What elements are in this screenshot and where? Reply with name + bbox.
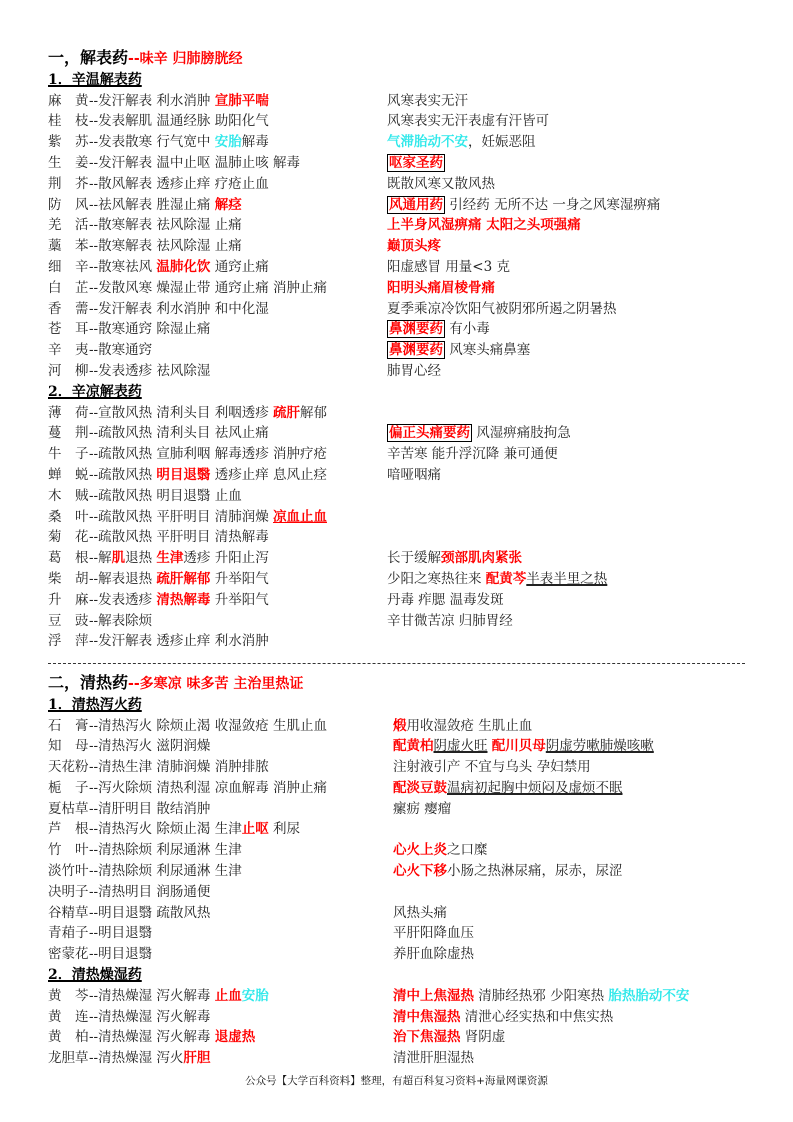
herb-name: 香 薷 bbox=[48, 300, 89, 317]
herb-row bbox=[48, 1048, 748, 1069]
text-segment: --解 bbox=[89, 550, 112, 567]
text-segment: 风热头痛 bbox=[393, 904, 447, 921]
herb-effects bbox=[89, 840, 393, 861]
herb-name: 牛 子 bbox=[48, 446, 89, 463]
herb-notes bbox=[387, 361, 441, 382]
highlight-red: 治下焦湿热 bbox=[393, 1029, 461, 1046]
subsection-heading: 1．辛温解表药 bbox=[48, 71, 142, 88]
herb-name: 天花粉 bbox=[48, 759, 89, 776]
herb-row bbox=[48, 444, 748, 465]
herb-notes bbox=[387, 174, 495, 195]
highlight-red: 止血 bbox=[214, 987, 242, 1004]
herb-effects bbox=[89, 403, 387, 424]
herb-row bbox=[48, 757, 748, 778]
herb-row bbox=[48, 840, 748, 861]
herb-effects bbox=[89, 91, 387, 112]
section-1 bbox=[48, 48, 748, 652]
highlight-red: 配黄芩 bbox=[485, 570, 527, 587]
section-separator: -- bbox=[128, 675, 140, 692]
herb-notes bbox=[393, 986, 689, 1007]
text-segment: 平肝阳降血压 bbox=[393, 925, 474, 942]
herb-notes bbox=[393, 944, 474, 965]
herb-notes bbox=[387, 132, 536, 153]
highlight-red: 阳明头痛眉棱骨痛 bbox=[387, 279, 495, 296]
text-segment: --散寒通窍 除湿止痛 bbox=[89, 321, 211, 338]
text-segment: 升举阳气 bbox=[210, 570, 269, 587]
herb-name: 蝉 蜕 bbox=[48, 466, 89, 483]
herb-row bbox=[48, 548, 748, 569]
text-segment: --清热除烦 利尿通淋 生津 bbox=[89, 842, 242, 859]
highlight-red: 清中上焦湿热 bbox=[393, 987, 474, 1004]
text-segment: 通窍止痛 bbox=[210, 258, 269, 275]
herb-row bbox=[48, 153, 748, 174]
text-segment: 既散风寒又散风热 bbox=[387, 175, 495, 192]
herb-row bbox=[48, 631, 748, 652]
herb-row bbox=[48, 1027, 748, 1048]
herb-effects bbox=[89, 569, 387, 590]
text-segment: 注射液引产 不宜与乌头 孕妇禁用 bbox=[393, 759, 591, 776]
herb-row bbox=[48, 111, 748, 132]
herb-notes bbox=[387, 236, 441, 257]
text-segment: --疏散风热 bbox=[89, 466, 157, 483]
herb-name: 升 麻 bbox=[48, 591, 89, 608]
footer-note: 公众号【大学百科资料】整理，有超百科复习资料+海量网课资源 bbox=[245, 1075, 548, 1087]
text-segment: --清热燥湿 泻火解毒 bbox=[89, 1008, 211, 1025]
herb-effects bbox=[89, 319, 387, 340]
herb-row bbox=[48, 799, 748, 820]
herb-notes bbox=[387, 299, 617, 320]
text-segment: --明目退翳 疏散风热 bbox=[89, 904, 211, 921]
herb-name: 蔓 荆 bbox=[48, 425, 89, 442]
herb-effects bbox=[89, 423, 387, 444]
herb-row bbox=[48, 195, 748, 216]
herb-name: 羌 活 bbox=[48, 217, 89, 234]
text-segment: --明目退翳 bbox=[89, 925, 153, 942]
text-segment: 退热 bbox=[125, 550, 157, 567]
herb-name: 浮 萍 bbox=[48, 633, 89, 650]
text-segment: 之口糜 bbox=[447, 842, 488, 859]
highlight-red: 心火下移 bbox=[393, 863, 447, 880]
herb-notes bbox=[393, 1048, 474, 1069]
text-segment: 升举阳气 bbox=[210, 591, 269, 608]
herb-name: 菊 花 bbox=[48, 529, 89, 546]
herb-name: 细 辛 bbox=[48, 258, 89, 275]
text-segment: --散寒解表 祛风除湿 止痛 bbox=[89, 217, 242, 234]
subsection-heading: 2．辛凉解表药 bbox=[48, 383, 142, 400]
herb-effects bbox=[89, 340, 387, 361]
text-segment: --发散风寒 燥湿止带 通窍止痛 消肿止痛 bbox=[89, 279, 327, 296]
text-segment: --解表退热 bbox=[89, 570, 157, 587]
document-page bbox=[48, 48, 748, 1069]
herb-row bbox=[48, 716, 748, 737]
text-segment: --清热明目 润肠通便 bbox=[89, 883, 211, 900]
highlight-cyan: 安胎 bbox=[241, 987, 269, 1004]
highlight-red: 颈部肌肉紧张 bbox=[441, 550, 522, 567]
herb-name: 黄 柏 bbox=[48, 1029, 89, 1046]
herb-row bbox=[48, 778, 748, 799]
herb-effects bbox=[89, 923, 393, 944]
text-segment: --发表透疹 祛风除湿 bbox=[89, 362, 211, 379]
highlight-red: 温肺化饮 bbox=[156, 258, 211, 275]
herb-effects bbox=[89, 590, 387, 611]
herb-name: 青葙子 bbox=[48, 925, 89, 942]
herb-notes bbox=[387, 569, 607, 590]
highlight-red-underlined: 凉血止血 bbox=[273, 508, 327, 525]
text-segment: 丹毒 痄腮 温毒发斑 bbox=[387, 591, 504, 608]
underlined-note: 阴虚劳嗽肺燥咳嗽 bbox=[545, 738, 654, 755]
highlight-cyan: 安胎 bbox=[214, 134, 242, 151]
herb-effects bbox=[89, 716, 393, 737]
herb-effects bbox=[89, 507, 387, 528]
text-segment: 清泄心经实热和中焦实热 bbox=[460, 1008, 614, 1025]
section-heading bbox=[48, 673, 748, 695]
herb-name: 淡竹叶 bbox=[48, 863, 89, 880]
herb-name: 生 姜 bbox=[48, 154, 89, 171]
text-segment: 清肺经热邪 少阳寒热 bbox=[474, 987, 609, 1004]
herb-effects bbox=[89, 1048, 393, 1069]
herb-notes bbox=[393, 716, 532, 737]
text-segment: --疏散风热 平肝明目 清肺润燥 bbox=[89, 508, 273, 525]
herb-effects bbox=[89, 1007, 393, 1028]
highlight-red: 明目退翳 bbox=[156, 466, 211, 483]
herb-notes bbox=[387, 590, 504, 611]
text-segment: 少阳之寒热往来 bbox=[387, 570, 486, 587]
herb-name: 白 芷 bbox=[48, 279, 89, 296]
herb-effects bbox=[89, 174, 387, 195]
herb-effects bbox=[89, 882, 393, 903]
herb-name: 柴 胡 bbox=[48, 570, 89, 587]
text-segment: 阳虚感冒 用量<3 克 bbox=[387, 258, 510, 275]
herb-name: 木 贼 bbox=[48, 487, 89, 504]
highlight-red: 上半身风湿痹痛 太阳之头项强痛 bbox=[387, 217, 581, 234]
herb-effects bbox=[89, 819, 393, 840]
highlight-red: 生津 bbox=[156, 550, 184, 567]
text-segment: 辛苦寒 能升浮沉降 兼可通便 bbox=[387, 446, 558, 463]
boxed-key-note: 鼻渊要药 bbox=[389, 342, 443, 359]
herb-effects bbox=[89, 986, 393, 1007]
text-segment: --清肝明目 散结消肿 bbox=[89, 800, 211, 817]
herb-row bbox=[48, 736, 748, 757]
text-segment: --清热泻火 除烦止渴 生津 bbox=[89, 821, 242, 838]
text-segment: --清热燥湿 泻火 bbox=[89, 1050, 184, 1067]
section-title: 一，解表药 bbox=[48, 48, 129, 67]
herb-notes bbox=[387, 195, 660, 216]
highlight-red: 巅顶头疼 bbox=[387, 238, 441, 255]
text-segment: --散风解表 透疹止痒 疗疮止血 bbox=[89, 175, 269, 192]
section-separator: -- bbox=[128, 51, 140, 67]
highlight-red: 煅 bbox=[393, 717, 407, 734]
boxed-key-note: 呕家圣药 bbox=[389, 154, 443, 171]
text-segment: 利尿 bbox=[268, 821, 301, 838]
herb-row bbox=[48, 986, 748, 1007]
text-segment: ，妊娠恶阻 bbox=[468, 134, 536, 151]
herb-row bbox=[48, 361, 748, 382]
underlined-note: 温病初起胸中烦闷及虚烦不眠 bbox=[447, 779, 623, 796]
highlight-cyan: 气滞胎动不安 bbox=[387, 134, 468, 151]
herb-name: 夏枯草 bbox=[48, 800, 89, 817]
text-segment: --发汗解表 温中止呕 温肺止咳 解毒 bbox=[89, 154, 300, 171]
highlight-red: 宣肺平喘 bbox=[214, 92, 269, 109]
text-segment: --清热泻火 滋阴润燥 bbox=[89, 738, 211, 755]
herb-effects bbox=[89, 757, 393, 778]
text-segment: 养肝血除虚热 bbox=[393, 946, 474, 963]
text-segment: --发汗解表 利水消肿 和中化湿 bbox=[89, 300, 269, 317]
herb-name: 桂 枝 bbox=[48, 113, 89, 130]
herb-row bbox=[48, 944, 748, 965]
herb-effects bbox=[89, 236, 387, 257]
herb-effects bbox=[89, 465, 387, 486]
highlight-red: 疏肝 bbox=[273, 404, 300, 421]
text-segment: --祛风解表 胜湿止痛 bbox=[89, 196, 215, 213]
herb-name: 豆 豉 bbox=[48, 612, 89, 629]
herb-effects bbox=[89, 486, 387, 507]
text-segment: 风寒表实无汗 bbox=[387, 92, 468, 109]
herb-name: 麻 黄 bbox=[48, 92, 89, 109]
herb-row bbox=[48, 423, 748, 444]
text-segment: --发表透疹 bbox=[89, 591, 157, 608]
section-note: 味辛 归肺膀胱经 bbox=[139, 51, 243, 67]
text-segment: --散寒通窍 bbox=[89, 342, 153, 359]
text-segment: 瘰疬 瘿瘤 bbox=[393, 800, 452, 817]
herb-notes bbox=[387, 444, 558, 465]
text-segment: 解毒 bbox=[241, 134, 269, 151]
text-segment: --发表散寒 行气宽中 bbox=[89, 134, 215, 151]
text-segment: --解表除烦 bbox=[89, 612, 153, 629]
text-segment: --清热除烦 利尿通淋 生津 bbox=[89, 863, 242, 880]
herb-effects bbox=[89, 799, 393, 820]
boxed-key-note: 风通用药 bbox=[389, 196, 443, 213]
highlight-red: 肌 bbox=[111, 550, 126, 567]
herb-effects bbox=[89, 944, 393, 965]
herb-row bbox=[48, 486, 748, 507]
herb-effects bbox=[89, 631, 387, 652]
section-title: 二，清热药 bbox=[48, 672, 129, 692]
section-note: 多寒凉 味多苦 主治里热证 bbox=[139, 675, 304, 692]
herb-effects bbox=[89, 903, 393, 924]
text-segment: --清热燥湿 泻火解毒 bbox=[89, 987, 215, 1004]
herb-name: 藁 苯 bbox=[48, 238, 89, 255]
herb-notes bbox=[393, 1027, 505, 1048]
text-segment: --明目退翳 bbox=[89, 946, 153, 963]
herb-row bbox=[48, 527, 748, 548]
herb-notes bbox=[393, 736, 654, 757]
herb-effects bbox=[89, 361, 387, 382]
text-segment: 有小毒 bbox=[445, 321, 490, 338]
text-segment: --疏散风热 宣肺利咽 解毒透疹 消肿疗疮 bbox=[89, 446, 327, 463]
herb-row bbox=[48, 590, 748, 611]
herb-name: 石 膏 bbox=[48, 717, 89, 734]
subsection-heading: 1．清热泻火药 bbox=[48, 696, 142, 713]
text-segment: --清热燥湿 泻火解毒 bbox=[89, 1029, 215, 1046]
herb-notes bbox=[387, 423, 571, 444]
highlight-red: 配黄柏 bbox=[393, 738, 434, 755]
herb-effects bbox=[89, 278, 387, 299]
section-divider bbox=[48, 652, 748, 673]
text-segment: 风湿痹痛肢拘急 bbox=[472, 425, 571, 442]
herb-notes bbox=[393, 840, 488, 861]
text-segment: --发表解肌 温通经脉 助阳化气 bbox=[89, 113, 269, 130]
herb-name: 荆 芥 bbox=[48, 175, 89, 192]
herb-name: 密蒙花 bbox=[48, 946, 89, 963]
herb-name: 竹 叶 bbox=[48, 842, 89, 859]
herb-notes bbox=[387, 319, 490, 340]
text-segment: --散寒解表 祛风除湿 止痛 bbox=[89, 238, 242, 255]
herb-name: 紫 苏 bbox=[48, 134, 89, 151]
herb-notes bbox=[387, 611, 513, 632]
text-segment: 风寒表实无汗表虚有汗皆可 bbox=[387, 113, 549, 130]
herb-effects bbox=[89, 527, 387, 548]
text-segment: 引经药 无所不达 一身之风寒湿痹痛 bbox=[445, 196, 661, 213]
herb-row bbox=[48, 465, 748, 486]
highlight-red: 配淡豆鼓 bbox=[393, 779, 447, 796]
text-segment: --清热泻火 除烦止渴 收湿敛疮 生肌止血 bbox=[89, 717, 327, 734]
text-segment: --清热生津 清肺润燥 消肿排脓 bbox=[89, 759, 269, 776]
herb-notes bbox=[393, 861, 623, 882]
herb-effects bbox=[89, 548, 387, 569]
herb-notes bbox=[393, 757, 591, 778]
highlight-red: 解痉 bbox=[214, 196, 242, 213]
herb-name: 黄 连 bbox=[48, 1008, 89, 1025]
herb-name: 栀 子 bbox=[48, 779, 89, 796]
herb-name: 谷精草 bbox=[48, 904, 89, 921]
text-segment: 用收湿敛疮 生肌止血 bbox=[406, 717, 533, 734]
herb-notes bbox=[393, 903, 447, 924]
highlight-red: 清中焦湿热 bbox=[393, 1008, 461, 1025]
text-segment: 小肠之热淋尿痛，尿赤，尿涩 bbox=[447, 863, 623, 880]
herb-effects bbox=[89, 195, 387, 216]
herb-name: 薄 荷 bbox=[48, 404, 89, 421]
herb-name: 桑 叶 bbox=[48, 508, 89, 525]
herb-effects bbox=[89, 153, 387, 174]
herb-name: 决明子 bbox=[48, 883, 89, 900]
herb-notes bbox=[387, 111, 549, 132]
herb-effects bbox=[89, 215, 387, 236]
herb-row bbox=[48, 611, 748, 632]
herb-effects bbox=[89, 444, 387, 465]
herb-row bbox=[48, 299, 748, 320]
herb-row bbox=[48, 1007, 748, 1028]
subsection-heading: 2．清热燥湿药 bbox=[48, 967, 142, 984]
text-segment: --发汗解表 利水消肿 bbox=[89, 92, 215, 109]
herb-name: 辛 夷 bbox=[48, 342, 89, 359]
herb-row bbox=[48, 257, 748, 278]
text-segment: 肺胃心经 bbox=[387, 362, 441, 379]
herb-row bbox=[48, 91, 748, 112]
text-segment: --疏散风热 明目退翳 止血 bbox=[89, 487, 242, 504]
herb-row bbox=[48, 903, 748, 924]
herb-notes bbox=[387, 548, 522, 569]
highlight-red: 疏肝解郁 bbox=[156, 570, 211, 587]
herb-name: 河 柳 bbox=[48, 362, 89, 379]
herb-name: 知 母 bbox=[48, 738, 89, 755]
herb-name: 芦 根 bbox=[48, 821, 89, 838]
herb-name: 龙胆草 bbox=[48, 1050, 89, 1067]
herb-row bbox=[48, 507, 748, 528]
herb-notes bbox=[387, 465, 441, 486]
text-segment: 肾阴虚 bbox=[460, 1029, 506, 1046]
underlined-note: 阴虚火旺 bbox=[433, 738, 488, 755]
text-segment: --疏散风热 平肝明目 清热解毒 bbox=[89, 529, 269, 546]
highlight-red: 清热解毒 bbox=[156, 591, 211, 608]
herb-row bbox=[48, 569, 748, 590]
herb-effects bbox=[89, 736, 393, 757]
herb-name: 黄 芩 bbox=[48, 987, 89, 1004]
herb-notes bbox=[393, 799, 451, 820]
text-segment: 解郁 bbox=[300, 404, 327, 421]
herb-row bbox=[48, 236, 748, 257]
herb-notes bbox=[393, 923, 474, 944]
text-segment: --散寒祛风 bbox=[89, 258, 157, 275]
herb-effects bbox=[89, 257, 387, 278]
herb-notes bbox=[387, 153, 445, 174]
highlight-red: 心火上炎 bbox=[393, 842, 447, 859]
section-heading bbox=[48, 48, 748, 70]
herb-row bbox=[48, 319, 748, 340]
herb-notes bbox=[387, 215, 581, 236]
highlight-red: 止呕 bbox=[241, 821, 269, 838]
text-segment: --泻火除烦 清热利湿 凉血解毒 消肿止痛 bbox=[89, 779, 327, 796]
section-2 bbox=[48, 673, 748, 1069]
herb-name: 防 风 bbox=[48, 196, 89, 213]
text-segment: 透疹 升阳止泻 bbox=[183, 550, 269, 567]
herb-row bbox=[48, 819, 748, 840]
highlight-red: 肝胆 bbox=[183, 1050, 211, 1067]
highlight-cyan: 胎热胎动不安 bbox=[608, 987, 690, 1004]
text-segment: --发汗解表 透疹止痒 利水消肿 bbox=[89, 633, 269, 650]
text-segment: 喑哑咽痛 bbox=[387, 466, 441, 483]
herb-row bbox=[48, 215, 748, 236]
herb-notes bbox=[387, 91, 468, 112]
herb-notes bbox=[393, 778, 623, 799]
herb-effects bbox=[89, 1027, 393, 1048]
herb-effects bbox=[89, 778, 393, 799]
text-segment: --疏散风热 清利头目 祛风止痛 bbox=[89, 425, 269, 442]
herb-row bbox=[48, 174, 748, 195]
herb-notes bbox=[387, 257, 510, 278]
highlight-red: 退虚热 bbox=[214, 1029, 256, 1046]
text-segment: 辛甘微苦凉 归肺胃经 bbox=[387, 612, 513, 629]
text-segment: 清泄肝胆湿热 bbox=[393, 1050, 474, 1067]
herb-row bbox=[48, 882, 748, 903]
herb-notes bbox=[393, 1007, 613, 1028]
text-segment: 夏季乘凉冷饮阳气被阴邪所遏之阴暑热 bbox=[387, 300, 617, 317]
herb-effects bbox=[89, 299, 387, 320]
herb-effects bbox=[89, 861, 393, 882]
boxed-key-note: 鼻渊要药 bbox=[389, 321, 443, 338]
underlined-note: 半表半里之热 bbox=[526, 570, 608, 587]
text-segment: 风寒头痛鼻塞 bbox=[445, 342, 531, 359]
herb-name: 苍 耳 bbox=[48, 321, 89, 338]
herb-row bbox=[48, 923, 748, 944]
herb-row bbox=[48, 861, 748, 882]
boxed-key-note: 偏正头痛要药 bbox=[389, 425, 470, 442]
herb-effects bbox=[89, 132, 387, 153]
herb-name: 葛 根 bbox=[48, 550, 89, 567]
text-segment: 透疹止痒 息风止痉 bbox=[210, 466, 328, 483]
herb-notes bbox=[387, 278, 495, 299]
herb-row bbox=[48, 278, 748, 299]
highlight-red: 配川贝母 bbox=[491, 738, 546, 755]
herb-notes bbox=[387, 340, 530, 361]
herb-effects bbox=[89, 111, 387, 132]
herb-row bbox=[48, 403, 748, 424]
herb-row bbox=[48, 340, 748, 361]
herb-effects bbox=[89, 611, 387, 632]
text-segment: 长于缓解 bbox=[387, 550, 441, 567]
herb-row bbox=[48, 132, 748, 153]
text-segment: --宣散风热 清利头目 利咽透疹 bbox=[89, 404, 273, 421]
